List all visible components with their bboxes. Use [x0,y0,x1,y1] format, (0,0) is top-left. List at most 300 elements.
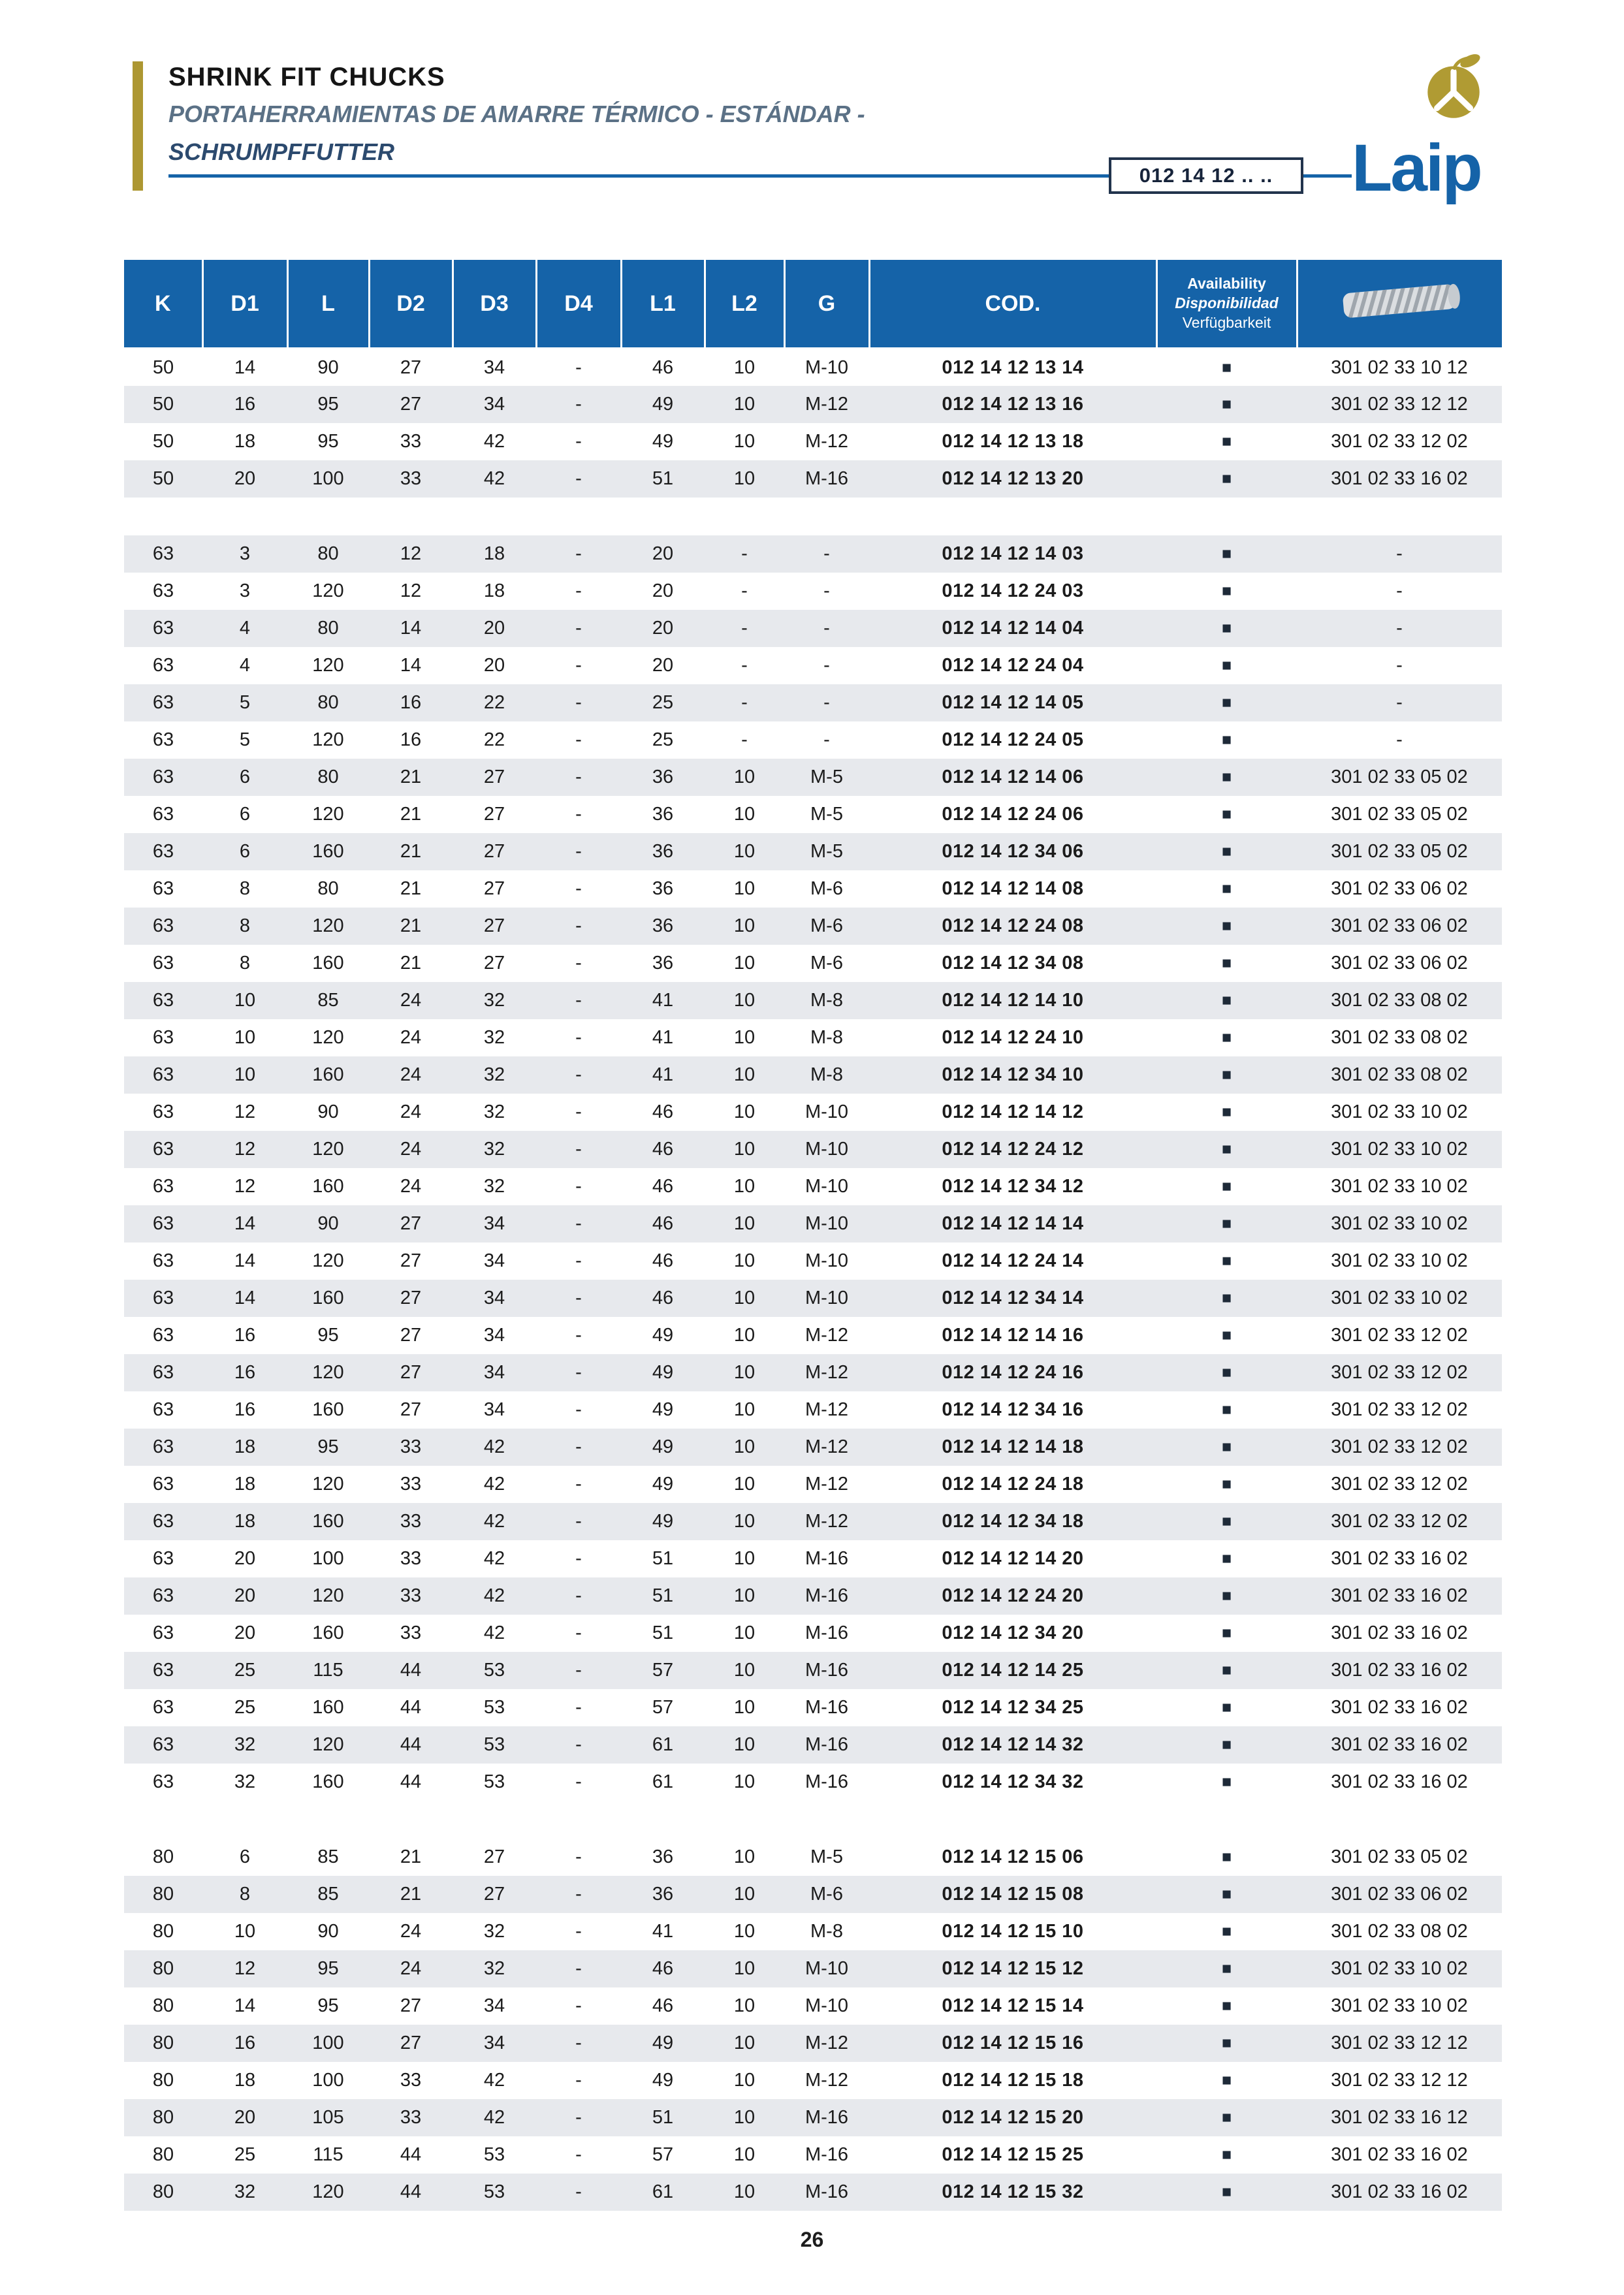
availability-cell: ■ [1221,358,1232,377]
cell-l: 160 [312,1622,344,1643]
cell-g: M-16 [804,1548,849,1569]
cell-l2: - [705,684,784,721]
cell-cod: 012 14 12 15 32 [869,2174,1156,2211]
cell-d2: 27 [400,1995,422,2016]
cell-l1: 25 [621,684,705,721]
table-row [124,1131,1502,1168]
cell-g: M-5 [810,1846,843,1867]
cell-d1: 10 [234,1921,256,1942]
cell-l2: 10 [733,1921,756,1942]
cell-d4: - [536,535,621,573]
table-row [124,1615,1502,1652]
cell-k: 63 [124,1652,202,1689]
cell-l1: 36 [652,804,674,825]
table-row [124,2062,1502,2099]
cell-l: 115 [287,1652,369,1689]
availability-label-de: Verfügbarkeit [1182,313,1271,331]
cell-cod: 012 14 12 14 14 [869,1205,1156,1242]
page-title: SHRINK FIT CHUCKS [168,63,445,91]
table-row [124,1168,1502,1205]
availability-label-es: Disponibilidad [1175,294,1279,312]
cell-d4: - [536,1354,621,1391]
cell-g: M-8 [784,982,869,1019]
cell-l2: 10 [733,1548,756,1569]
table-row [124,1056,1502,1094]
cell-ref: 301 02 33 12 02 [1297,1429,1502,1466]
cell-l2: 10 [733,1101,756,1122]
cell-d2: 33 [400,1622,422,1643]
cell-d4: - [536,1577,621,1615]
cell-d2: 24 [369,982,453,1019]
cell-l: 100 [312,1548,344,1569]
cell-l2: 10 [733,804,756,825]
cell-ref: 301 02 33 10 02 [1331,1176,1468,1197]
cell-cod: 012 14 12 34 06 [869,833,1156,870]
table-row [124,908,1502,945]
cell-k: 63 [152,729,174,750]
cell-g: M-12 [784,1429,869,1466]
cell-g: M-5 [784,833,869,870]
cell-k: 63 [152,580,174,601]
cell-k: 50 [124,460,202,498]
spacer-cell [124,498,1502,535]
cell-l2: 10 [705,982,784,1019]
cell-l: 160 [287,1280,369,1317]
cell-cod: 012 14 12 15 12 [869,1950,1156,1987]
cell-d2: 24 [400,1101,422,1122]
cell-l2: 10 [705,759,784,796]
cell-l: 160 [312,1399,344,1420]
cell-l: 120 [312,804,344,825]
cell-l: 95 [287,1950,369,1987]
cell-k: 80 [152,2144,174,2165]
cell-k: 63 [124,1726,202,1764]
availability-cell: ■ [1221,1549,1232,1568]
cell-k: 63 [152,1027,174,1048]
cell-l: 160 [312,1771,344,1792]
availability-cell: ■ [1156,460,1297,498]
cell-l2: 10 [705,386,784,423]
cell-d2: 21 [400,804,422,825]
cell-l2: 10 [733,878,756,899]
cell-d2: 27 [400,357,422,378]
cell-ref: 301 02 33 06 02 [1297,1876,1502,1913]
cell-ref: 301 02 33 08 02 [1297,982,1502,1019]
cell-d4: - [536,1131,621,1168]
cell-k: 63 [152,878,174,899]
table-row [124,1205,1502,1242]
cell-cod: 012 14 12 14 04 [869,610,1156,647]
cell-ref: 301 02 33 12 12 [1297,386,1502,423]
cell-l: 120 [287,1354,369,1391]
cell-g: M-16 [804,1697,849,1718]
cell-d3: 42 [483,431,505,452]
availability-cell: ■ [1156,535,1297,573]
cell-g: M-10 [804,1176,849,1197]
cell-d3: 27 [453,833,536,870]
cell-g: M-16 [784,1652,869,1689]
availability-cell: ■ [1156,1876,1297,1913]
cell-l: 105 [287,2099,369,2136]
cell-d2: 27 [400,1399,422,1420]
cell-ref: 301 02 33 12 02 [1297,1503,1502,1540]
cell-l1: 61 [652,1771,674,1792]
cell-l2: - [741,729,748,750]
cell-d3: 42 [483,1474,505,1495]
cell-d4: - [536,833,621,870]
cell-d2: 33 [369,2099,453,2136]
cell-ref: 301 02 33 12 02 [1297,1354,1502,1391]
cell-g: M-12 [784,386,869,423]
cell-k: 63 [124,833,202,870]
cell-d2: 27 [400,1250,422,1271]
cell-l: 160 [287,833,369,870]
availability-cell: ■ [1221,805,1232,823]
group-spacer-row [124,498,1502,535]
cell-l: 90 [317,357,339,378]
cell-d1: 16 [202,1354,287,1391]
cell-d4: - [536,1429,621,1466]
cell-cod: 012 14 12 24 03 [942,580,1084,601]
cell-l2: 10 [733,431,756,452]
cell-d3: 34 [483,1995,505,2016]
cell-l: 120 [312,580,344,601]
table-row [124,2025,1502,2062]
cell-d2: 16 [369,684,453,721]
logo-emblem-icon [1417,52,1490,125]
cell-d1: 14 [234,1995,256,2016]
table-row [124,982,1502,1019]
table-row [124,573,1502,610]
cell-d1: 14 [234,1250,256,1271]
cell-d2: 12 [369,535,453,573]
brand-logo [1349,52,1510,205]
availability-cell: ■ [1156,2174,1297,2211]
cell-d2: 16 [400,729,422,750]
cell-l1: 41 [652,1921,674,1942]
cell-k: 80 [152,1995,174,2016]
cell-k: 63 [152,953,174,973]
availability-cell: ■ [1221,1326,1232,1344]
cell-ref: 301 02 33 10 02 [1297,1280,1502,1317]
subtitle-spanish: PORTAHERRAMIENTAS DE AMARRE TÉRMICO - ESTÁNDAR - [168,101,865,127]
availability-label-en: Availability [1187,275,1266,293]
cell-d3: 34 [453,1205,536,1242]
cell-ref: 301 02 33 16 02 [1331,1697,1468,1718]
cell-d2: 33 [369,1577,453,1615]
cell-d1: 20 [202,2099,287,2136]
cell-d1: 14 [202,1280,287,1317]
cell-l2: 10 [705,1652,784,1689]
cell-d2: 21 [400,1846,422,1867]
cell-d2: 44 [369,2174,453,2211]
cell-ref: 301 02 33 06 02 [1297,908,1502,945]
table-row [124,870,1502,908]
cell-l: 120 [312,1250,344,1271]
cell-g: M-16 [804,2144,849,2165]
cell-cod: 012 14 12 24 08 [869,908,1156,945]
table-row [124,1839,1502,1876]
cell-cod: 012 14 12 14 06 [869,759,1156,796]
table-row [124,1913,1502,1950]
availability-cell: ■ [1221,432,1232,451]
table-row [124,1689,1502,1726]
cell-d3: 34 [453,1354,536,1391]
cell-l2: 10 [733,1622,756,1643]
availability-cell: ■ [1156,908,1297,945]
table-row [124,1577,1502,1615]
availability-cell: ■ [1221,1922,1232,1940]
cell-g: - [823,580,830,601]
table-header-row [124,260,1502,349]
col-header-k: K [124,260,202,349]
cell-l: 120 [287,1577,369,1615]
cell-l: 120 [312,729,344,750]
cell-g: M-16 [784,2099,869,2136]
col-header-d3: D3 [453,260,536,349]
cell-cod: 012 14 12 24 05 [942,729,1084,750]
table-row [124,1242,1502,1280]
cell-d3: 27 [453,759,536,796]
cell-l2: 10 [733,1027,756,1048]
col-header-l1: L1 [621,260,705,349]
cell-l: 95 [317,1995,339,2016]
cell-ref: 301 02 33 16 02 [1331,2144,1468,2165]
cell-l1: 51 [652,1622,674,1643]
table-row [124,1950,1502,1987]
cell-l1: 41 [621,1056,705,1094]
cell-g: M-8 [810,1027,843,1048]
cell-g: M-12 [784,2025,869,2062]
cell-l1: 61 [621,2174,705,2211]
col-header-cod: COD. [869,260,1156,349]
cell-l1: 49 [621,1354,705,1391]
cell-cod: 012 14 12 14 18 [869,1429,1156,1466]
cell-d2: 12 [400,580,422,601]
table-row [124,1466,1502,1503]
cell-d1: 18 [234,431,256,452]
cell-l2: 10 [733,2070,756,2091]
cell-ref: 301 02 33 12 02 [1331,1325,1468,1346]
cell-d1: 16 [234,1399,256,1420]
col-header-availability [1156,260,1297,349]
cell-d1: 8 [239,953,251,973]
cell-cod: 012 14 12 15 20 [869,2099,1156,2136]
table-row [124,1876,1502,1913]
cell-d2: 24 [400,1027,422,1048]
cell-d1: 18 [202,1429,287,1466]
table-row [124,945,1502,982]
availability-cell: ■ [1221,1252,1232,1270]
cell-d1: 10 [202,982,287,1019]
cell-l: 85 [287,1876,369,1913]
availability-cell: ■ [1156,1503,1297,1540]
cell-d4: - [575,1325,582,1346]
cell-d1: 10 [234,1027,256,1048]
cell-d1: 16 [202,386,287,423]
cell-d1: 25 [234,2144,256,2165]
cell-d1: 20 [202,460,287,498]
cell-cod: 012 14 12 14 16 [942,1325,1084,1346]
cell-l2: - [705,535,784,573]
cell-d4: - [575,1548,582,1569]
availability-cell: ■ [1221,1773,1232,1791]
cell-g: M-10 [784,1950,869,1987]
cell-d4: - [536,1503,621,1540]
cell-l: 90 [317,1921,339,1942]
cell-g: - [784,610,869,647]
cell-d3: 18 [453,535,536,573]
cell-d4: - [575,1622,582,1643]
cell-d4: - [575,1995,582,2016]
cell-l: 120 [287,1726,369,1764]
cell-d2: 33 [400,1474,422,1495]
cell-l2: 10 [733,357,756,378]
cell-d4: - [575,580,582,601]
cell-d4: - [536,386,621,423]
cell-k: 63 [124,610,202,647]
cell-d2: 33 [369,1429,453,1466]
cell-d2: 27 [400,1325,422,1346]
cell-d3: 32 [453,1056,536,1094]
cell-d2: 21 [369,833,453,870]
table-row [124,2136,1502,2174]
col-header-d4: D4 [536,260,621,349]
cell-l2: 10 [733,1474,756,1495]
cell-l2: 10 [733,1995,756,2016]
cell-l: 120 [312,1474,344,1495]
cell-d1: 18 [234,1474,256,1495]
availability-cell: ■ [1221,656,1232,674]
cell-l1: 36 [621,908,705,945]
cell-k: 63 [124,1503,202,1540]
cell-l2: - [705,610,784,647]
cell-l2: 10 [733,1325,756,1346]
cell-d2: 27 [369,1354,453,1391]
cell-g: M-6 [784,1876,869,1913]
cell-l2: 10 [705,833,784,870]
cell-ref: - [1297,535,1502,573]
availability-cell: ■ [1156,684,1297,721]
cell-cod: 012 14 12 15 06 [942,1846,1084,1867]
cell-l2: 10 [705,460,784,498]
cell-g: M-5 [784,759,869,796]
cell-d4: - [575,655,582,676]
cell-d4: - [536,2099,621,2136]
cell-l: 100 [312,2070,344,2091]
cell-d1: 10 [202,1056,287,1094]
cell-d1: 12 [202,1131,287,1168]
cell-d4: - [575,953,582,973]
col-header-d1: D1 [202,260,287,349]
availability-cell: ■ [1221,2145,1232,2164]
availability-cell: ■ [1221,1401,1232,1419]
table-body [124,349,1502,2211]
cell-g: M-12 [804,2070,849,2091]
cell-d3: 27 [483,878,505,899]
availability-cell: ■ [1221,582,1232,600]
cell-k: 63 [124,1205,202,1242]
cell-d1: 32 [202,2174,287,2211]
cell-d2: 21 [369,1876,453,1913]
cell-d2: 44 [400,1771,422,1792]
cell-ref: 301 02 33 08 02 [1297,1056,1502,1094]
cell-k: 80 [124,2099,202,2136]
cell-d2: 24 [400,1921,422,1942]
cell-d1: 20 [234,1622,256,1643]
cell-d3: 42 [483,1548,505,1569]
cell-d4: - [575,1921,582,1942]
cell-d3: 32 [483,1101,505,1122]
cell-l: 90 [317,1101,339,1122]
cell-d1: 18 [234,2070,256,2091]
cell-g: M-10 [784,1131,869,1168]
cell-k: 63 [124,982,202,1019]
cell-g: M-6 [810,953,843,973]
cell-ref: 301 02 33 12 12 [1297,2025,1502,2062]
brand-name: Laip [1352,131,1481,205]
cell-d4: - [536,908,621,945]
cell-l: 80 [287,684,369,721]
cell-k: 63 [152,1548,174,1569]
col-header-g: G [784,260,869,349]
cell-l1: 46 [652,1176,674,1197]
cell-d1: 32 [202,1726,287,1764]
cell-l: 80 [287,535,369,573]
cell-l: 120 [312,1027,344,1048]
cell-d3: 34 [483,357,505,378]
cell-l2: 10 [705,1131,784,1168]
cell-d1: 6 [239,1846,251,1867]
cell-cod: 012 14 12 14 20 [942,1548,1084,1569]
table-row [124,1019,1502,1056]
cell-l1: 46 [652,1101,674,1122]
subtitle-german: SCHRUMPFFUTTER [168,138,394,165]
cell-d3: 42 [453,1577,536,1615]
availability-cell: ■ [1221,731,1232,749]
cell-d4: - [536,982,621,1019]
cell-g: M-10 [804,357,849,378]
availability-cell: ■ [1221,1028,1232,1047]
table-row [124,610,1502,647]
cell-ref: 301 02 33 16 02 [1297,1577,1502,1615]
availability-cell: ■ [1221,1103,1232,1121]
cell-k: 80 [124,2174,202,2211]
cell-l1: 49 [652,1399,674,1420]
table-row [124,1280,1502,1317]
cell-d4: - [575,1176,582,1197]
cell-ref: 301 02 33 05 02 [1297,759,1502,796]
cell-d1: 16 [234,1325,256,1346]
cell-cod: 012 14 12 24 18 [942,1474,1084,1495]
cell-g: M-16 [804,1771,849,1792]
cell-ref: 301 02 33 10 02 [1297,1205,1502,1242]
page-number: 26 [800,2228,824,2251]
availability-cell: ■ [1221,954,1232,972]
availability-cell: ■ [1221,2071,1232,2089]
cell-d2: 33 [400,431,422,452]
cell-ref: 301 02 33 10 02 [1297,1131,1502,1168]
table-row [124,1503,1502,1540]
cell-cod: 012 14 12 34 12 [942,1176,1084,1197]
table-row [124,684,1502,721]
cell-l1: 36 [652,953,674,973]
spacer-cell [124,1801,1502,1839]
cell-k: 80 [124,1876,202,1913]
cell-d2: 21 [369,908,453,945]
cell-k: 63 [152,1101,174,1122]
cell-d1: 4 [202,610,287,647]
